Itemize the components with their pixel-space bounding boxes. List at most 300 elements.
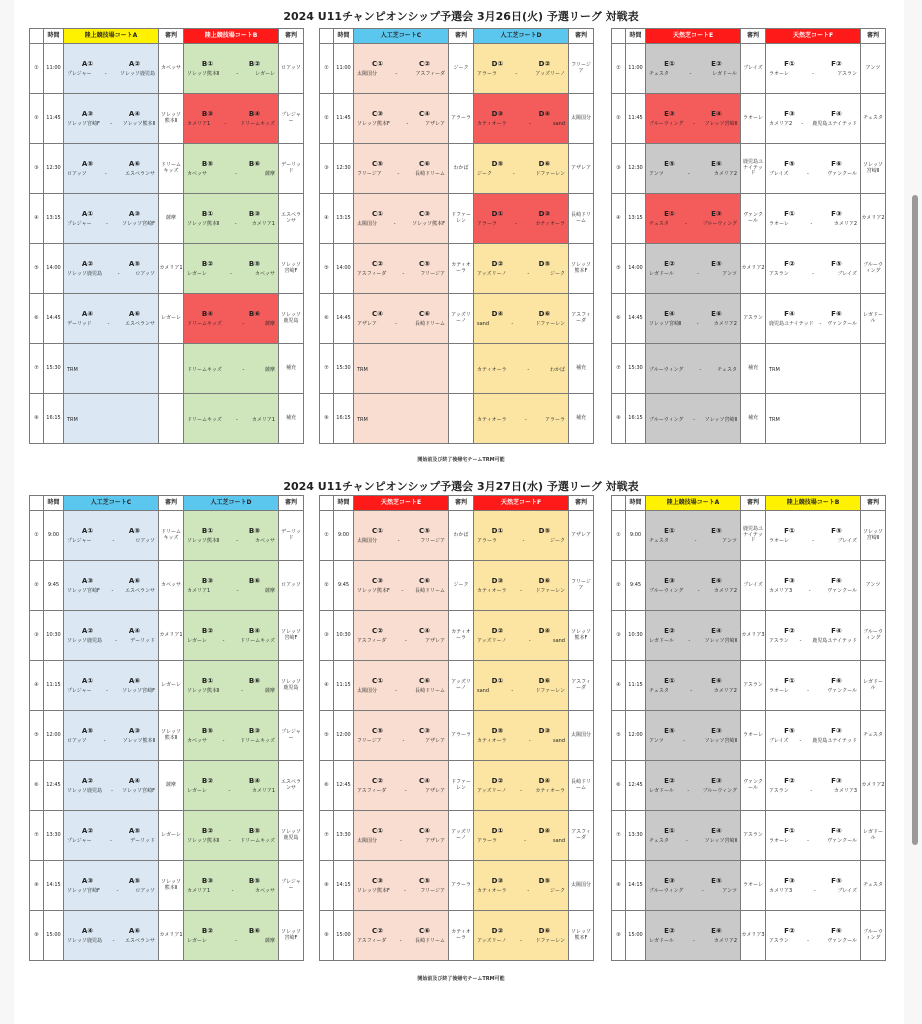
match-teams [766, 172, 860, 178]
team-name: 鹿児島ユナイテッド [769, 320, 814, 327]
team-code: F② [784, 626, 795, 635]
vs-dash: - [395, 687, 397, 694]
team-code: B⑤ [248, 826, 261, 835]
match-teams [646, 322, 740, 328]
team-name: ソレッソ熊本Ⅱ [187, 537, 220, 544]
row-index: ① [612, 511, 626, 561]
match-teams [64, 539, 158, 545]
team-name: カティオーラ [477, 887, 507, 894]
row-time: 11:15 [334, 661, 354, 711]
header-court-a: 天然芝コートE [354, 496, 449, 511]
team-name: カメリア1 [251, 416, 275, 423]
table-row [30, 761, 304, 811]
vs-dash: - [231, 887, 234, 894]
referee-cell: アスフィーダ [569, 661, 594, 711]
table-row [612, 294, 886, 344]
vs-dash: - [520, 587, 522, 594]
team-code: E① [664, 826, 675, 835]
referee-cell: ラオーレ [741, 861, 766, 911]
match-cell [64, 394, 159, 444]
referee-cell: ソレッソ熊本Ⅱ [159, 861, 184, 911]
team-name: 太陽国分 [357, 837, 378, 844]
team-code: E⑤ [711, 259, 722, 268]
team-name: カベッサ [187, 170, 208, 177]
match-codes [354, 160, 448, 168]
row-time: 16:15 [44, 394, 64, 444]
day2-left-schedule-table [29, 495, 304, 961]
match-codes [64, 727, 158, 735]
header-court-a: 人工芝コートC [64, 496, 159, 511]
team-name: ソレッソ熊本Ⅱ [122, 120, 155, 127]
match-codes [184, 777, 278, 785]
header-court-b: 人工芝コートD [184, 496, 279, 511]
match-codes [766, 527, 860, 535]
team-name: ブレイズ [837, 270, 857, 277]
vs-dash: - [813, 887, 816, 894]
match-cell [474, 344, 569, 394]
match-cell [646, 294, 741, 344]
team-name: ヴァンクール [827, 687, 857, 694]
team-name: アンツ [649, 170, 664, 177]
referee-cell: ドリームキッズ [159, 144, 184, 194]
match-cell [184, 811, 279, 861]
referee-cell: ジーク [449, 561, 474, 611]
vs-dash: - [393, 220, 396, 227]
match-cell [354, 761, 449, 811]
team-code: C① [371, 59, 384, 68]
team-code: F⑤ [831, 526, 842, 535]
team-name: アスラン [769, 787, 789, 794]
team-name: カメリア3 [769, 887, 793, 894]
match-codes [64, 527, 158, 535]
referee-cell: 太陽国分 [569, 94, 594, 144]
match-teams [474, 272, 568, 278]
team-name: カベッサ [254, 270, 275, 277]
referee-cell: チェスタ [861, 711, 886, 761]
vs-dash: - [689, 70, 692, 77]
match-cell [184, 194, 279, 244]
vs-dash: - [401, 587, 404, 594]
row-time: 16:15 [626, 394, 646, 444]
match-teams [766, 589, 860, 595]
row-time: 12:30 [44, 144, 64, 194]
team-name: ソレッソ鹿児島 [67, 787, 102, 794]
match-teams [184, 939, 278, 945]
match-cell [354, 511, 449, 561]
team-code: E⑤ [664, 159, 675, 168]
match-cell [766, 344, 861, 394]
referee-cell: 薩摩 [159, 194, 184, 244]
team-name: アスラン [769, 270, 789, 277]
team-name: 薩摩 [264, 320, 275, 327]
team-name: ソレッソ熊本F [357, 887, 390, 894]
team-code: B⑥ [248, 159, 261, 168]
team-name: アンツ [649, 737, 664, 744]
team-code: C③ [418, 726, 431, 735]
team-name: アスフィーダ [357, 270, 387, 277]
team-name: 薩摩 [264, 366, 275, 373]
match-teams [474, 418, 568, 424]
team-code: A① [81, 526, 94, 535]
team-code: D① [491, 676, 504, 685]
team-code: A⑤ [128, 259, 141, 268]
team-name: カメリア2 [769, 120, 793, 127]
match-teams [766, 418, 860, 424]
referee-cell: アスフィーダ [569, 294, 594, 344]
table-row [612, 344, 886, 394]
team-name: ラオーレ [769, 837, 789, 844]
match-codes [474, 110, 568, 118]
header-court-a: 人工芝コートC [354, 29, 449, 44]
team-code: A⑥ [128, 576, 141, 585]
match-codes [354, 677, 448, 685]
team-name: カメリア3 [833, 787, 857, 794]
match-teams [64, 639, 158, 645]
referee-cell: エスペランサ [279, 194, 304, 244]
team-name: レガドール [649, 270, 674, 277]
referee-cell: ドリームキッズ [159, 511, 184, 561]
match-cell [184, 144, 279, 194]
team-code: F④ [784, 309, 795, 318]
match-teams [64, 222, 158, 228]
row-time: 12:45 [44, 761, 64, 811]
match-teams [184, 739, 278, 745]
team-code: D④ [491, 309, 504, 318]
vs-dash: - [520, 937, 522, 944]
team-code: A⑤ [81, 726, 94, 735]
table-row [30, 344, 304, 394]
match-cell [184, 561, 279, 611]
match-codes [64, 877, 158, 885]
match-teams [184, 889, 278, 895]
row-time: 15:30 [626, 344, 646, 394]
match-teams [646, 272, 740, 278]
vs-dash: - [812, 537, 815, 544]
row-time: 10:30 [626, 611, 646, 661]
vs-dash: - [400, 837, 402, 844]
team-code: C③ [371, 109, 384, 118]
team-code: B① [201, 59, 214, 68]
row-time: 11:15 [44, 661, 64, 711]
match-teams [646, 639, 740, 645]
team-name: デーリッド [130, 837, 155, 844]
row-index: ⑦ [320, 344, 334, 394]
vs-dash: - [701, 887, 704, 894]
row-index: ⑥ [612, 761, 626, 811]
vs-dash: - [512, 170, 515, 177]
team-name: フリージア [420, 537, 445, 544]
row-time: 12:00 [44, 711, 64, 761]
table-row [30, 811, 304, 861]
team-name: カティオーラ [477, 416, 507, 423]
referee-cell: ソレッソ鹿児島 [279, 661, 304, 711]
team-name: ブルーウィング [649, 120, 684, 127]
team-code: F⑤ [784, 726, 795, 735]
table-row [30, 711, 304, 761]
team-name: アラーラ [477, 837, 498, 844]
team-name: ドリームキッズ [240, 737, 275, 744]
referee-cell: チェスタ [861, 861, 886, 911]
match-teams [646, 368, 740, 374]
match-codes [354, 777, 448, 785]
match-cell [354, 94, 449, 144]
referee-cell: ヴァンクール [741, 194, 766, 244]
match-codes [474, 777, 568, 785]
match-cell [184, 661, 279, 711]
referee-cell: ブルーウィング [861, 911, 886, 961]
vs-dash: - [696, 320, 699, 327]
team-name: デーリッド [67, 320, 92, 327]
team-name: レガーレ [187, 270, 207, 277]
team-name: ソレッソ鹿児島 [67, 937, 102, 944]
table-row [30, 394, 304, 444]
match-teams [354, 322, 448, 328]
team-name: エスペランサ [124, 937, 155, 944]
title-day1: 2024 U11チャンピオンシップ予選会 3月26日(火) 予選リーグ 対戦表 [283, 10, 639, 23]
team-code: A⑥ [128, 926, 141, 935]
match-cell [354, 144, 449, 194]
team-name: カメリア2 [713, 170, 737, 177]
match-cell [646, 711, 741, 761]
referee-cell: 補充 [569, 394, 594, 444]
match-codes [646, 60, 740, 68]
team-name: ソレッソ宮崎Ⅱ [704, 637, 737, 644]
team-name: TRM [67, 366, 78, 373]
match-cell [646, 144, 741, 194]
row-index: ⑧ [30, 861, 44, 911]
vs-dash: - [806, 170, 809, 177]
match-teams [184, 639, 278, 645]
referee-cell: カメリア2 [861, 194, 886, 244]
referee-cell: 太陽国分 [569, 711, 594, 761]
table-row [320, 761, 594, 811]
team-code: C② [418, 59, 431, 68]
vs-dash: - [684, 220, 687, 227]
vs-dash: - [402, 270, 405, 277]
table-row [612, 44, 886, 94]
match-cell [474, 294, 569, 344]
team-code: C③ [371, 576, 384, 585]
row-time: 14:15 [44, 861, 64, 911]
match-teams [64, 122, 158, 128]
vs-dash: - [520, 787, 522, 794]
team-name: TRM [357, 416, 368, 423]
referee-cell: フリージア [569, 44, 594, 94]
referee-cell: アスラン [741, 811, 766, 861]
referee-cell: アザレア [569, 511, 594, 561]
team-code: D② [491, 926, 504, 935]
referee-cell: 補充 [569, 344, 594, 394]
vs-dash: - [685, 837, 688, 844]
row-time: 14:15 [626, 861, 646, 911]
team-code: B① [201, 676, 214, 685]
row-index: ② [612, 94, 626, 144]
row-index: ⑧ [612, 861, 626, 911]
team-code: F① [784, 826, 795, 835]
team-code: D④ [538, 109, 551, 118]
team-name: ソレッソ宮崎Ⅱ [649, 320, 682, 327]
vs-dash: - [687, 787, 690, 794]
team-name: アスラン [769, 937, 789, 944]
match-codes [64, 110, 158, 118]
match-codes [766, 310, 860, 318]
team-name: アッズリーノ [477, 637, 507, 644]
team-name: ヴァンクール [827, 937, 857, 944]
team-code: B④ [201, 309, 214, 318]
team-code: F② [784, 259, 795, 268]
team-name: ソレッソ熊本F [412, 220, 445, 227]
team-code: B② [201, 926, 214, 935]
team-name: ブレイズ [769, 737, 789, 744]
match-cell [474, 911, 569, 961]
match-codes [64, 60, 158, 68]
vs-dash: - [688, 637, 691, 644]
team-code: B① [201, 209, 214, 218]
vs-dash: - [242, 320, 245, 327]
match-teams [766, 739, 860, 745]
row-time: 12:00 [626, 711, 646, 761]
match-teams [184, 122, 278, 128]
match-cell [474, 194, 569, 244]
team-code: C① [371, 826, 384, 835]
vs-dash: - [528, 120, 531, 127]
match-codes [646, 110, 740, 118]
match-teams [354, 172, 448, 178]
match-teams [766, 322, 860, 328]
team-name: 鹿児島ユナイテッド [812, 737, 857, 744]
match-teams [354, 539, 448, 545]
team-code: C⑤ [418, 259, 431, 268]
row-index: ④ [30, 661, 44, 711]
team-code: D② [491, 259, 504, 268]
match-codes [184, 727, 278, 735]
match-cell [354, 561, 449, 611]
match-teams [354, 939, 448, 945]
match-teams [474, 322, 568, 328]
vs-dash: - [235, 937, 237, 944]
row-index: ⑥ [30, 761, 44, 811]
referee-cell: カティオーラ [449, 611, 474, 661]
match-codes [766, 727, 860, 735]
team-code: F④ [831, 826, 842, 835]
referee-cell: ラオーレ [741, 94, 766, 144]
team-name: アザレア [425, 120, 445, 127]
vs-dash: - [697, 270, 699, 277]
vertical-scrollbar[interactable] [912, 195, 918, 845]
match-codes [766, 577, 860, 585]
team-name: ソレッソ熊本Ⅱ [187, 70, 220, 77]
row-index: ⑧ [30, 394, 44, 444]
team-name: ソレッソ宮崎Ⅱ [704, 120, 737, 127]
vs-dash: - [228, 837, 231, 844]
team-name: ラオーレ [769, 687, 789, 694]
header-time: 時間 [44, 496, 64, 511]
vs-dash: - [528, 637, 531, 644]
team-name: アンツ [722, 270, 737, 277]
team-name: レガドール [649, 787, 674, 794]
referee-cell: アッズリーノ [449, 661, 474, 711]
team-name: ドリームキッズ [187, 366, 222, 373]
vs-dash: - [112, 537, 115, 544]
match-cell [184, 394, 279, 444]
team-code: F① [784, 209, 795, 218]
referee-cell: デーリッド [279, 144, 304, 194]
team-name: ソレッソ宮崎Ⅱ [704, 416, 737, 423]
match-cell [766, 561, 861, 611]
vs-dash: - [404, 887, 406, 894]
team-code: E③ [711, 726, 722, 735]
referee-cell: ロアッソ [279, 561, 304, 611]
referee-cell: ソレッソ熊本F [569, 911, 594, 961]
team-name: ソレッソ宮崎F [122, 220, 155, 227]
vs-dash: - [522, 537, 525, 544]
team-code: C⑥ [418, 159, 431, 168]
referee-cell: ヴァンクール [741, 761, 766, 811]
team-name: カティオーラ [535, 220, 565, 227]
match-cell [184, 511, 279, 561]
team-name: カベッサ [254, 887, 275, 894]
team-name: カメリア1 [251, 787, 275, 794]
match-codes [354, 110, 448, 118]
header-ref-a: 審判 [449, 496, 474, 511]
referee-cell: アンツ [861, 561, 886, 611]
referee-cell: ソレッソ鹿児島 [279, 294, 304, 344]
table-row [320, 611, 594, 661]
referee-cell: レガーレ [159, 811, 184, 861]
vs-dash: - [230, 270, 232, 277]
match-cell [64, 44, 159, 94]
vs-dash: - [511, 320, 514, 327]
team-code: B⑥ [248, 676, 261, 685]
referee-cell: カメリア1 [159, 911, 184, 961]
row-index: ⑧ [320, 394, 334, 444]
row-time: 14:00 [44, 244, 64, 294]
team-name: ロアッソ [135, 887, 155, 894]
team-name: ロアッソ [67, 170, 87, 177]
table-row [320, 344, 594, 394]
header-court-a: 陸上競技場コートA [64, 29, 159, 44]
team-code: A② [81, 626, 94, 635]
vs-dash: - [810, 220, 813, 227]
table-row [612, 144, 886, 194]
match-codes [354, 527, 448, 535]
team-code: B② [201, 776, 214, 785]
match-cell [766, 94, 861, 144]
match-codes [474, 260, 568, 268]
match-codes [184, 827, 278, 835]
referee-cell: 長崎ドリーム [569, 761, 594, 811]
team-name: ソレッソ宮崎Ⅱ [704, 737, 737, 744]
team-code: D② [491, 776, 504, 785]
match-cell [354, 711, 449, 761]
team-code: A④ [81, 309, 94, 318]
match-teams [766, 639, 860, 645]
referee-cell: アスラン [741, 294, 766, 344]
match-teams [646, 939, 740, 945]
team-name: ロアッソ [67, 737, 87, 744]
vs-dash: - [799, 637, 802, 644]
referee-cell: アッズリーノ [449, 811, 474, 861]
vs-dash: - [807, 837, 809, 844]
team-code: D③ [491, 109, 504, 118]
header-ref-a: 審判 [449, 29, 474, 44]
header-court-b: 陸上競技場コートB [184, 29, 279, 44]
row-index: ⑤ [30, 244, 44, 294]
team-name: ブルーウィング [702, 220, 737, 227]
header-ref-b: 審判 [279, 29, 304, 44]
match-cell [64, 711, 159, 761]
team-code: A④ [128, 109, 141, 118]
